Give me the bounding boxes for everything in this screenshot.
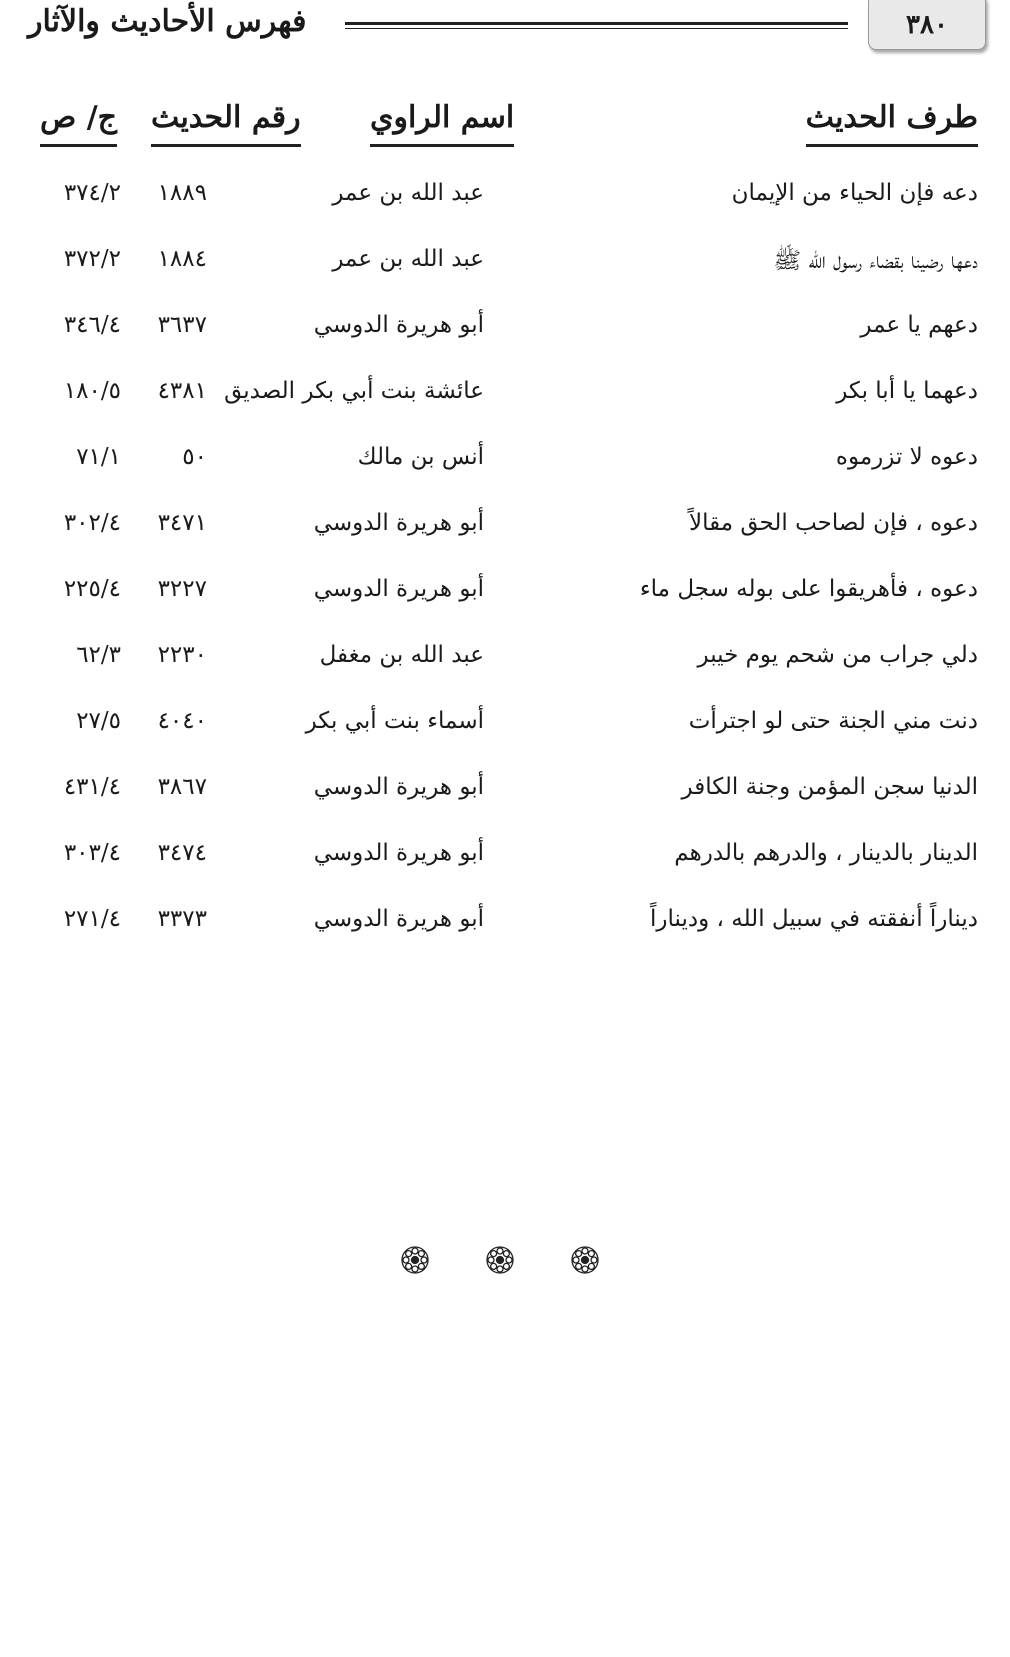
table-row <box>0 166 1010 232</box>
narrator-name: أبو هريرة الدوسي <box>313 312 484 338</box>
floral-ornament-icon <box>570 1245 600 1275</box>
hadith-number: ٣٢٢٧ <box>157 576 207 602</box>
hadith-number: ٤٠٤٠ <box>157 708 207 734</box>
table-row <box>0 232 1010 298</box>
table-row <box>0 760 1010 826</box>
hadith-number: ٢٢٣٠ <box>157 642 207 668</box>
hadith-beginning: دعوه لا تزرموه <box>835 444 978 470</box>
table-row <box>0 892 1010 958</box>
narrator-name: أبو هريرة الدوسي <box>313 510 484 536</box>
volume-page: ٤٣١/٤ <box>63 774 121 800</box>
narrator-name: عبد الله بن عمر <box>332 180 484 206</box>
hadith-number: ٣٦٣٧ <box>157 312 207 338</box>
volume-page: ٣٧٤/٢ <box>63 180 121 206</box>
page-number: ٣٨٠ <box>906 10 948 40</box>
hadith-number: ٣٤٧١ <box>157 510 207 536</box>
hadith-number: ٥٠ <box>182 444 207 470</box>
hadith-number: ٣٣٧٣ <box>157 906 207 932</box>
column-header-volume-page: ج/ ص <box>40 100 117 147</box>
hadith-beginning: الدنيا سجن المؤمن وجنة الكافر <box>681 774 978 800</box>
narrator-name: عبد الله بن عمر <box>332 246 484 272</box>
hadith-number: ٣٤٧٤ <box>157 840 207 866</box>
running-title-text: فهرس الأحاديث والآثار <box>28 4 307 39</box>
volume-page: ٣٤٦/٤ <box>63 312 121 338</box>
volume-page: ٣٠٣/٤ <box>63 840 121 866</box>
volume-page: ٢٢٥/٤ <box>63 576 121 602</box>
hadith-number: ١٨٨٤ <box>157 246 207 272</box>
table-row <box>0 562 1010 628</box>
narrator-name: عبد الله بن مغفل <box>319 642 484 668</box>
column-header-narrator: اسم الراوي <box>370 100 514 147</box>
narrator-name: أبو هريرة الدوسي <box>313 774 484 800</box>
narrator-name: أبو هريرة الدوسي <box>313 906 484 932</box>
hadith-beginning: ديناراً أنفقته في سبيل الله ، وديناراً <box>650 906 978 932</box>
column-header-hadith-number: رقم الحديث <box>151 100 301 147</box>
table-row <box>0 364 1010 430</box>
table-row <box>0 694 1010 760</box>
hadith-beginning: دعهما يا أبا بكر <box>836 378 978 404</box>
volume-page: ٣٧٢/٢ <box>63 246 121 272</box>
narrator-name: أبو هريرة الدوسي <box>313 840 484 866</box>
hadith-number: ٣٨٦٧ <box>157 774 207 800</box>
column-header-hadith-beginning: طرف الحديث <box>806 100 978 147</box>
page-number-badge <box>868 0 986 50</box>
narrator-name: عائشة بنت أبي بكر الصديق <box>224 378 484 404</box>
header-rule <box>345 22 848 29</box>
index-table <box>0 166 1010 958</box>
hadith-beginning: دعوه ، فأهريقوا على بوله سجل ماء <box>639 576 978 602</box>
hadith-beginning: دنت مني الجنة حتى لو اجترأت <box>688 708 978 734</box>
volume-page: ٢٧١/٤ <box>63 906 121 932</box>
volume-page: ٦٢/٣ <box>76 642 121 668</box>
volume-page: ٣٠٢/٤ <box>63 510 121 536</box>
hadith-beginning: دعه فإن الحياء من الإيمان <box>731 180 978 206</box>
floral-ornament-icon <box>400 1245 430 1275</box>
volume-page: ٧١/١ <box>76 444 121 470</box>
table-row <box>0 826 1010 892</box>
hadith-beginning: دعها رضينا بقضاء رسول الله ﷺ <box>773 248 978 274</box>
table-row <box>0 496 1010 562</box>
narrator-name: أنس بن مالك <box>357 444 484 470</box>
table-row <box>0 430 1010 496</box>
volume-page: ١٨٠/٥ <box>63 378 121 404</box>
hadith-beginning: دعوه ، فإن لصاحب الحق مقالاً <box>688 510 978 536</box>
table-row <box>0 298 1010 364</box>
floral-ornament-icon <box>485 1245 515 1275</box>
running-title <box>28 4 328 39</box>
hadith-beginning: الدينار بالدينار ، والدرهم بالدرهم <box>674 840 978 866</box>
hadith-beginning: دعهم يا عمر <box>860 312 978 338</box>
narrator-name: أبو هريرة الدوسي <box>313 576 484 602</box>
hadith-number: ٤٣٨١ <box>157 378 207 404</box>
narrator-name: أسماء بنت أبي بكر <box>305 708 484 734</box>
table-row <box>0 628 1010 694</box>
hadith-beginning: دلي جراب من شحم يوم خيبر <box>697 642 978 668</box>
hadith-number: ١٨٨٩ <box>157 180 207 206</box>
end-ornaments <box>400 1245 600 1275</box>
volume-page: ٢٧/٥ <box>76 708 121 734</box>
